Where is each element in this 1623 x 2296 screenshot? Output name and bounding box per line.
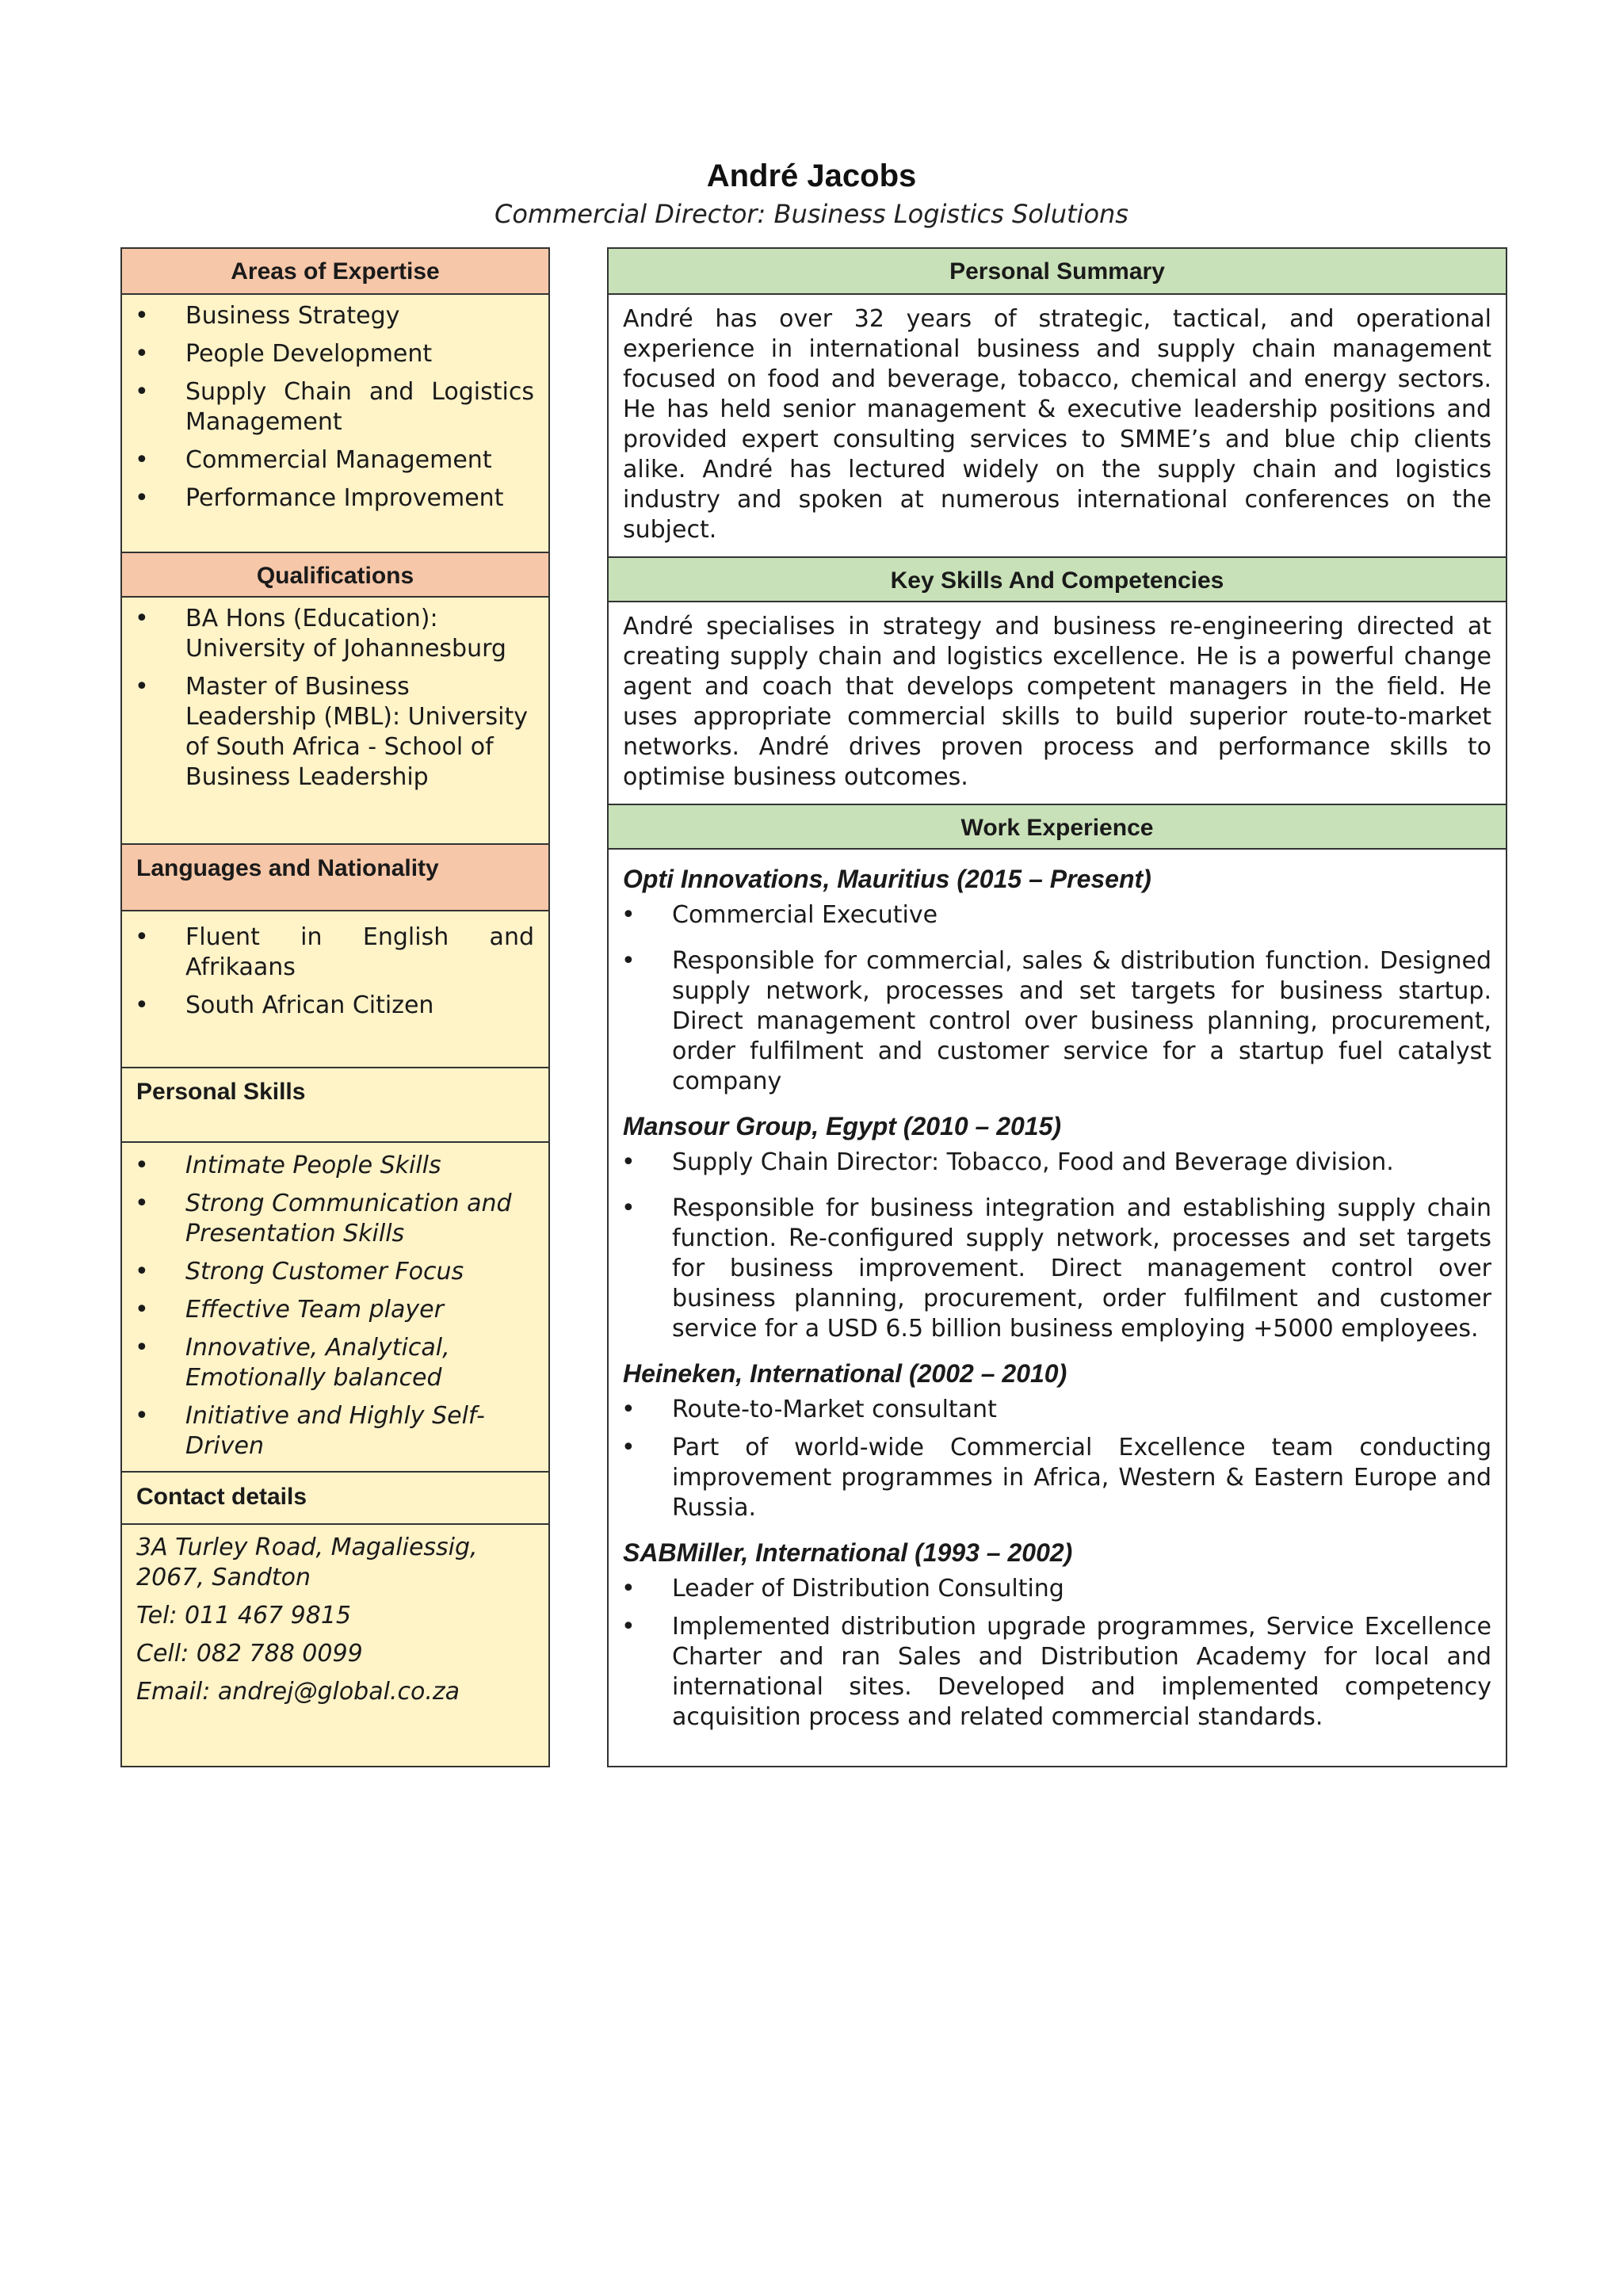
contact-section bbox=[122, 1525, 548, 1707]
list-item: • Responsible for business integration and establishing supply chain function. Re-configured supply network, processes and set targets for business improvement. Direct management control over business planning, procurement, order fulfilment and customer service for a USD 6.5 billion business employing +5000 employees. bbox=[609, 1194, 1506, 1344]
job-duties-list bbox=[609, 1148, 1506, 1344]
list-item: • Initiative and Highly Self-Driven bbox=[122, 1401, 548, 1461]
skills-section bbox=[609, 602, 1506, 804]
job-title: SABMiller, International (1993 – 2002) bbox=[623, 1538, 1073, 1567]
list-item: • Responsible for commercial, sales & distribution function. Designed supply network, processes and set targets for business startup. Direct management control over business planning, procurement, order fulfilment and customer service for a startup fuel catalyst company bbox=[609, 946, 1506, 1097]
list-item: • Intimate People Skills bbox=[122, 1151, 548, 1181]
list-item: • Part of world-wide Commercial Excellence team conducting improvement programmes in Africa, Western & Eastern Europe and Russia. bbox=[609, 1433, 1506, 1523]
personal-skills-list bbox=[122, 1151, 548, 1461]
list-item: • South African Citizen bbox=[122, 991, 548, 1021]
expertise-heading: Areas of Expertise bbox=[122, 249, 548, 295]
summary-text: André has over 32 years of strategic, tactical, and operational experience in international business and supply chain management focused on food and beverage, tobacco, chemical and energy sectors. He has held senior management & executive leadership positions and provided expert consulting services to SMME’s and blue chip clients alike. André has lectured widely on the supply chain and logistics industry and spoken at numerous international conferences on the subject. bbox=[623, 305, 1491, 544]
qualifications-heading: Qualifications bbox=[122, 552, 548, 598]
job-entry bbox=[609, 1358, 1506, 1523]
contact-address: 3A Turley Road, Magaliessig, 2067, Sandton bbox=[136, 1534, 478, 1591]
job-duties-list bbox=[609, 900, 1506, 1097]
personal-skills-section bbox=[122, 1143, 548, 1471]
list-item: • Fluent in English and Afrikaans bbox=[122, 923, 548, 983]
languages-heading: Languages and Nationality bbox=[122, 843, 548, 911]
summary-heading: Personal Summary bbox=[609, 249, 1506, 295]
job-entry bbox=[609, 1111, 1506, 1344]
candidate-title: Commercial Director: Business Logistics Solutions bbox=[495, 199, 1128, 229]
qualifications-list bbox=[122, 604, 548, 793]
job-duties-list bbox=[609, 1574, 1506, 1733]
list-item: • Route-to-Market consultant bbox=[609, 1395, 1506, 1425]
right-column bbox=[607, 247, 1507, 1767]
left-column bbox=[120, 247, 550, 1767]
list-item: • Master of Business Leadership (MBL): University of South Africa - School of Business Leadership bbox=[122, 672, 548, 793]
qualifications-section bbox=[122, 598, 548, 843]
list-item: • BA Hons (Education): University of Johannesburg bbox=[122, 604, 548, 664]
job-entry bbox=[609, 1538, 1506, 1733]
contact-email: Email: andrej@global.co.za bbox=[136, 1678, 460, 1706]
list-item: • Business Strategy bbox=[122, 301, 548, 331]
list-item: • Strong Communication and Presentation Skills bbox=[122, 1189, 548, 1249]
job-entry bbox=[609, 864, 1506, 1097]
work-heading: Work Experience bbox=[609, 804, 1506, 850]
skills-heading: Key Skills And Competencies bbox=[609, 556, 1506, 602]
resume-header bbox=[0, 155, 1623, 231]
list-item: • Effective Team player bbox=[122, 1295, 548, 1325]
contact-tel: Tel: 011 467 9815 bbox=[136, 1602, 351, 1629]
list-item: • Implemented distribution upgrade programmes, Service Excellence Charter and ran Sales and Distribution Academy for local and international sites. Developed and implemented competency acquisition process and related commercial standards. bbox=[609, 1612, 1506, 1733]
expertise-section bbox=[122, 295, 548, 552]
list-item: • Performance Improvement bbox=[122, 483, 548, 514]
skills-text: André specialises in strategy and business re-engineering directed at creating supply chain and logistics excellence. He is a powerful change agent and coach that develops competent managers in the field. He uses appropriate commercial skills to build superior route-to-market networks. André drives proven process and performance skills to optimise business outcomes. bbox=[623, 613, 1491, 791]
personal-skills-heading: Personal Skills bbox=[122, 1067, 548, 1143]
expertise-list bbox=[122, 301, 548, 514]
list-item: • Supply Chain and Logistics Management bbox=[122, 377, 548, 437]
job-title: Heineken, International (2002 – 2010) bbox=[623, 1359, 1067, 1388]
work-section bbox=[609, 850, 1506, 1733]
languages-list bbox=[122, 923, 548, 1021]
list-item: • Innovative, Analytical, Emotionally balanced bbox=[122, 1333, 548, 1393]
list-item: • Commercial Executive bbox=[609, 900, 1506, 930]
list-item: • Strong Customer Focus bbox=[122, 1257, 548, 1287]
summary-section bbox=[609, 295, 1506, 556]
list-item: • People Development bbox=[122, 339, 548, 369]
list-item: • Leader of Distribution Consulting bbox=[609, 1574, 1506, 1604]
list-item: • Supply Chain Director: Tobacco, Food and Beverage division. bbox=[609, 1148, 1506, 1178]
list-item: • Commercial Management bbox=[122, 445, 548, 476]
contact-cell: Cell: 082 788 0099 bbox=[136, 1640, 363, 1668]
job-duties-list bbox=[609, 1395, 1506, 1523]
job-title: Opti Innovations, Mauritius (2015 – Present) bbox=[623, 865, 1151, 893]
contact-heading: Contact details bbox=[122, 1471, 548, 1525]
languages-section bbox=[122, 911, 548, 1067]
candidate-name: André Jacobs bbox=[706, 159, 917, 193]
job-title: Mansour Group, Egypt (2010 – 2015) bbox=[623, 1112, 1062, 1140]
